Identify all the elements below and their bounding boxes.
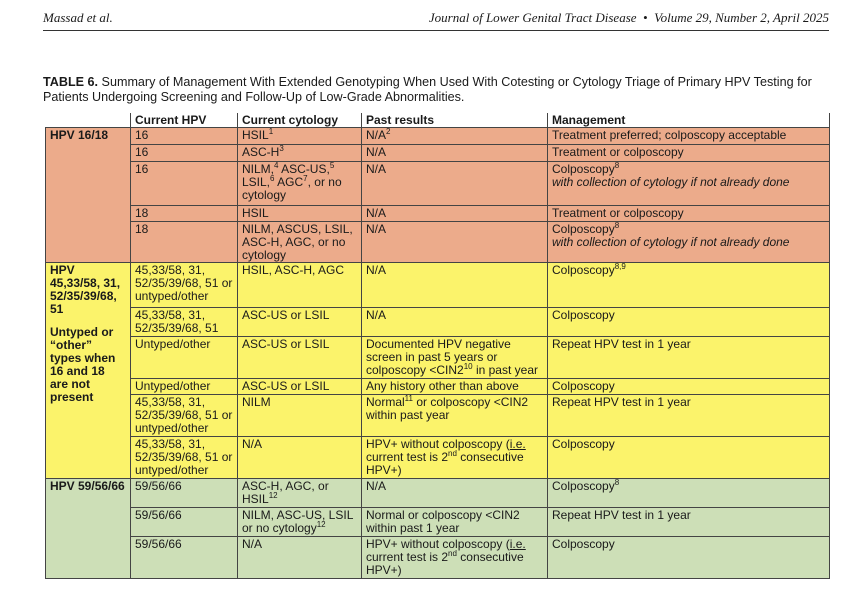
cell-management: Colposcopy$^8$ with collection of cytology if not already done xyxy=(548,162,830,206)
cell-management: Treatment preferred; colposcopy acceptable xyxy=(548,128,830,145)
cell-past: N/A xyxy=(362,206,548,222)
table-row xyxy=(46,162,830,206)
cell-management: Repeat HPV test in 1 year xyxy=(548,337,830,379)
cell-past: Any history other than above xyxy=(362,379,548,395)
cell-past: N/A xyxy=(362,145,548,162)
table-row xyxy=(46,479,830,508)
cell-current-hpv: Untyped/other xyxy=(131,379,238,395)
cell-past: Normal or colposcopy <CIN2 within past 1 year xyxy=(362,508,548,537)
table-row xyxy=(46,537,830,579)
header-rule xyxy=(43,30,829,31)
cell-past: $N/A^2$ xyxy=(362,128,548,145)
cell-current-hpv: 45,33/58, 31, 52/35/39/68, 51 or untyped/other xyxy=(131,395,238,437)
cell-past: Normal$^{11}$ or colposcopy <CIN2 within past year xyxy=(362,395,548,437)
journal-name: Journal of Lower Genital Tract Disease xyxy=(428,10,637,25)
journal-running-head xyxy=(429,10,829,26)
cell-cytology: ASC-H, AGC, or HSIL$^{12}$ xyxy=(238,479,362,508)
cell-management: Colposcopy xyxy=(548,308,830,337)
cell-current-hpv: 45,33/58, 31, 52/35/39/68, 51 xyxy=(131,308,238,337)
cell-management: Colposcopy xyxy=(548,379,830,395)
cell-current-hpv: 16 xyxy=(131,162,238,206)
cell-cytology: NILM xyxy=(238,395,362,437)
cell-cytology: NILM, ASC-US, LSIL or no cytology$^{12}$ xyxy=(238,508,362,537)
table-caption xyxy=(43,75,831,105)
table-row xyxy=(46,206,830,222)
cell-past: Documented HPV negative screen in past 5 years or colposcopy $<CIN2^{10}$ in past year xyxy=(362,337,548,379)
cell-management: Treatment or colposcopy xyxy=(548,145,830,162)
cell-cytology: ASC-$H^3$ xyxy=(238,145,362,162)
cell-cytology: ASC-US or LSIL xyxy=(238,337,362,379)
cell-past: N/A xyxy=(362,263,548,308)
cell-past: N/A xyxy=(362,222,548,263)
cell-management: Repeat HPV test in 1 year xyxy=(548,395,830,437)
author-running-head: Massad et al. xyxy=(43,10,113,25)
cell-past: N/A xyxy=(362,162,548,206)
cell-current-hpv: 16 xyxy=(131,145,238,162)
bullet: • xyxy=(643,10,648,25)
group-label-hpv16-18: HPV 16/18 xyxy=(46,128,131,263)
cell-management: Colposcopy xyxy=(548,537,830,579)
cell-past: HPV+ without colposcopy (i.e. current test is 2nd consecutive HPV+) xyxy=(362,437,548,479)
table-row xyxy=(46,395,830,437)
cell-current-hpv: 18 xyxy=(131,206,238,222)
table-row xyxy=(46,222,830,263)
cell-management: Repeat HPV test in 1 year xyxy=(548,508,830,537)
table-row xyxy=(46,145,830,162)
cell-cytology: N/A xyxy=(238,437,362,479)
cell-current-hpv: 59/56/66 xyxy=(131,508,238,537)
cell-management: Colposcopy$^8$ xyxy=(548,479,830,508)
group-label-hpv59-56-66: HPV 59/56/66 xyxy=(46,479,131,579)
cell-cytology: ASC-US or LSIL xyxy=(238,308,362,337)
cell-current-hpv: 59/56/66 xyxy=(131,479,238,508)
cell-past: N/A xyxy=(362,308,548,337)
cell-management: Treatment or colposcopy xyxy=(548,206,830,222)
group-label-hpv-other: HPV 45,33/58, 31, 52/35/39/68, 51 Untyped or “other” types when 16 and 18 are not present xyxy=(46,263,131,479)
cell-management: Colposcopy$^{8,9}$ xyxy=(548,263,830,308)
table-title: Summary of Management With Extended Genotyping When Used With Cotesting or Cytology Triage of Primary HPV Testing for Patients Undergoing Screening and Follow-Up of Low-Grade Abnormalities. xyxy=(43,75,812,104)
cell-cytology: ASC-US or LSIL xyxy=(238,379,362,395)
cell-cytology: NILM, ASCUS, LSIL, ASC-H, AGC, or no cytology xyxy=(238,222,362,263)
cell-cytology: HSIL$^1$ xyxy=(238,128,362,145)
cell-management: Colposcopy$^8$ with collection of cytology if not already done xyxy=(548,222,830,263)
col-header-current-cytology: Current cytology xyxy=(238,113,362,128)
cell-current-hpv: 45,33/58, 31, 52/35/39/68, 51 or untyped/other xyxy=(131,263,238,308)
cell-current-hpv: Untyped/other xyxy=(131,337,238,379)
col-header-current-hpv: Current HPV xyxy=(131,113,238,128)
cell-past: N/A xyxy=(362,479,548,508)
table-row xyxy=(46,308,830,337)
header-blank xyxy=(46,113,131,128)
cell-cytology: NILM,$^4$ ASC-US,$^5$ LSIL,$^6$ AGC$^7$, or no cytology xyxy=(238,162,362,206)
cell-current-hpv: 45,33/58, 31, 52/35/39/68, 51 or untyped/other xyxy=(131,437,238,479)
cell-management: Colposcopy xyxy=(548,437,830,479)
issue-info: Volume 29, Number 2, April 2025 xyxy=(654,10,829,25)
cell-cytology: HSIL xyxy=(238,206,362,222)
management-table xyxy=(45,113,830,579)
table-row xyxy=(46,379,830,395)
table-row xyxy=(46,263,830,308)
cell-current-hpv: 16 xyxy=(131,128,238,145)
cell-cytology: N/A xyxy=(238,537,362,579)
running-header xyxy=(43,10,829,28)
table-label: TABLE 6. xyxy=(43,75,99,89)
col-header-past-results: Past results xyxy=(362,113,548,128)
table-row xyxy=(46,128,830,145)
table-row xyxy=(46,508,830,537)
cell-past: HPV+ without colposcopy (i.e. current test is 2nd consecutive HPV+) xyxy=(362,537,548,579)
table-row xyxy=(46,437,830,479)
table-row xyxy=(46,337,830,379)
cell-current-hpv: 59/56/66 xyxy=(131,537,238,579)
cell-cytology: HSIL, ASC-H, AGC xyxy=(238,263,362,308)
col-header-management: Management xyxy=(548,113,830,128)
cell-current-hpv: 18 xyxy=(131,222,238,263)
table-header-row xyxy=(46,113,830,128)
